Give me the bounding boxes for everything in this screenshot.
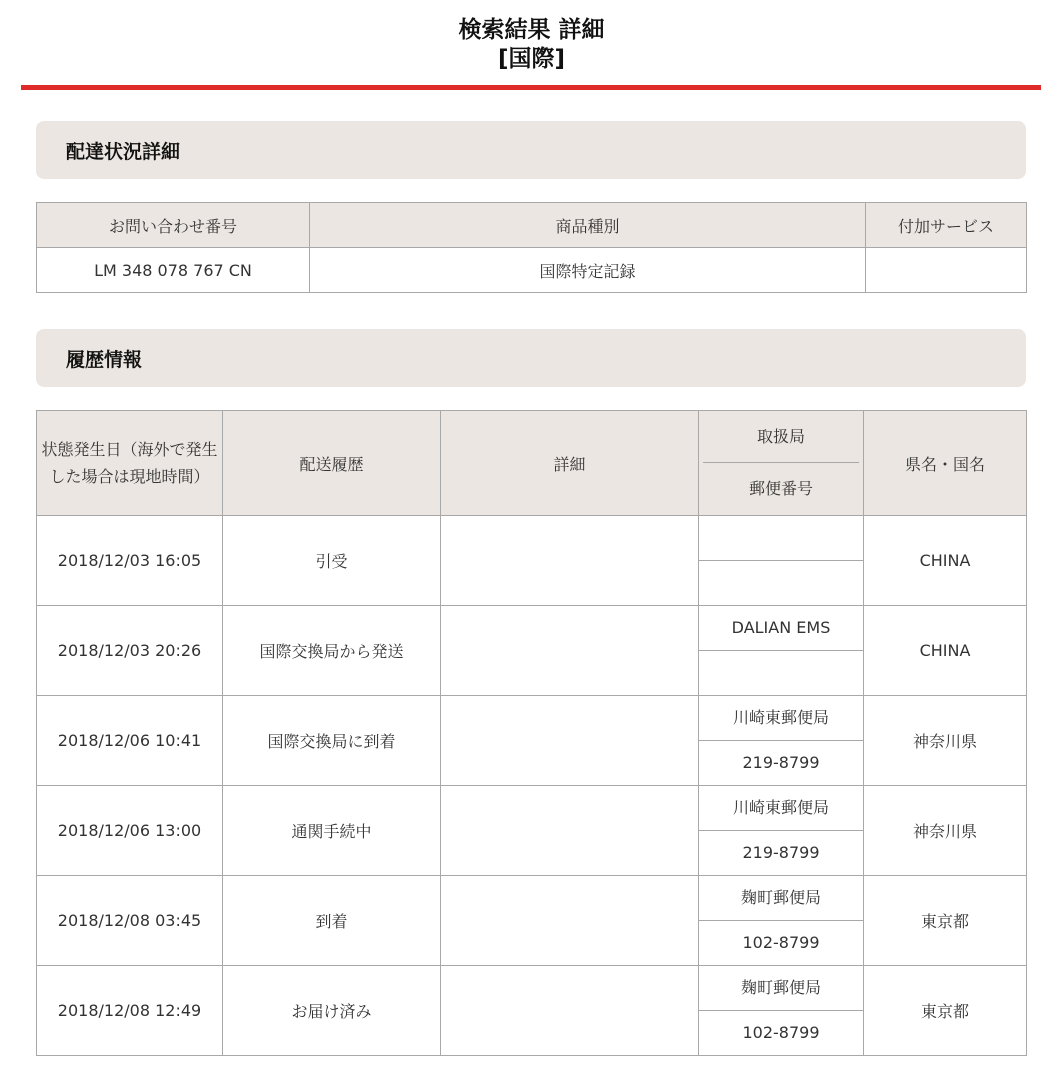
history-event: 到着 [223, 876, 441, 966]
column-header-region: 県名・国名 [864, 411, 1027, 516]
column-header-additional-service: 付加サービス [866, 203, 1027, 248]
product-type: 国際特定記録 [310, 248, 866, 293]
history-office: 麹町郵便局 [699, 876, 863, 921]
delivery-status-header-row [37, 203, 1027, 248]
history-office-postal [699, 966, 864, 1056]
column-header-date: 状態発生日（海外で発生した場合は現地時間） [37, 411, 223, 516]
history-postal-code [699, 651, 863, 695]
page-title-line2: [国際] [497, 46, 566, 72]
history-region: CHINA [864, 516, 1027, 606]
history-event: 国際交換局から発送 [223, 606, 441, 696]
history-office: 川崎東郵便局 [699, 696, 863, 741]
column-header-office-postal [699, 411, 864, 516]
history-detail [441, 966, 699, 1056]
column-header-detail: 詳細 [441, 411, 699, 516]
delivery-status-heading-text: 配達状況詳細 [66, 140, 181, 163]
tracking-number: LM 348 078 767 CN [37, 248, 310, 293]
history-detail [441, 606, 699, 696]
table-row [37, 606, 1027, 696]
history-postal-code: 102-8799 [742, 933, 820, 952]
history-postal-code [699, 561, 863, 605]
history-event: 通関手続中 [223, 786, 441, 876]
history-heading [36, 329, 1026, 387]
table-row [37, 696, 1027, 786]
history-event: お届け済み [223, 966, 441, 1056]
history-office: 麹町郵便局 [699, 966, 863, 1011]
history-heading-text: 履歴情報 [66, 348, 143, 371]
history-date: 2018/12/06 13:00 [37, 786, 223, 876]
history-detail [441, 876, 699, 966]
history-date: 2018/12/08 12:49 [37, 966, 223, 1056]
history-office: DALIAN EMS [699, 606, 863, 651]
column-header-tracking-number: お問い合わせ番号 [37, 203, 310, 248]
column-header-event: 配送履歴 [223, 411, 441, 516]
history-detail [441, 516, 699, 606]
delivery-status-table [36, 202, 1027, 293]
history-region: 東京都 [864, 966, 1027, 1056]
history-office-postal [699, 876, 864, 966]
history-office-postal [699, 786, 864, 876]
history-region: 東京都 [864, 876, 1027, 966]
history-region: CHINA [864, 606, 1027, 696]
history-postal-code: 219-8799 [742, 753, 820, 772]
history-office: 川崎東郵便局 [699, 786, 863, 831]
history-date: 2018/12/03 20:26 [37, 606, 223, 696]
column-header-product-type: 商品種別 [310, 203, 866, 248]
table-row [37, 966, 1027, 1056]
history-table [36, 410, 1027, 1056]
delivery-status-row [37, 248, 1027, 293]
history-office [699, 516, 863, 561]
column-header-office: 取扱局 [703, 411, 859, 463]
history-office-postal [699, 696, 864, 786]
page-title-line1: 検索結果 詳細 [458, 17, 605, 43]
history-event: 国際交換局に到着 [223, 696, 441, 786]
title-divider [21, 85, 1041, 90]
table-row [37, 786, 1027, 876]
delivery-status-heading [36, 121, 1026, 179]
history-header-row [37, 411, 1027, 516]
history-office-postal [699, 606, 864, 696]
history-date: 2018/12/03 16:05 [37, 516, 223, 606]
history-region: 神奈川県 [864, 786, 1027, 876]
table-row [37, 876, 1027, 966]
history-date: 2018/12/06 10:41 [37, 696, 223, 786]
history-detail [441, 696, 699, 786]
history-postal-code: 219-8799 [742, 843, 820, 862]
history-region: 神奈川県 [864, 696, 1027, 786]
additional-service [866, 248, 1027, 293]
history-date: 2018/12/08 03:45 [37, 876, 223, 966]
column-header-postal-code: 郵便番号 [748, 479, 813, 498]
history-postal-code: 102-8799 [742, 1023, 820, 1042]
history-office-postal [699, 516, 864, 606]
page-title [0, 16, 1063, 74]
table-row [37, 516, 1027, 606]
history-event: 引受 [223, 516, 441, 606]
history-detail [441, 786, 699, 876]
